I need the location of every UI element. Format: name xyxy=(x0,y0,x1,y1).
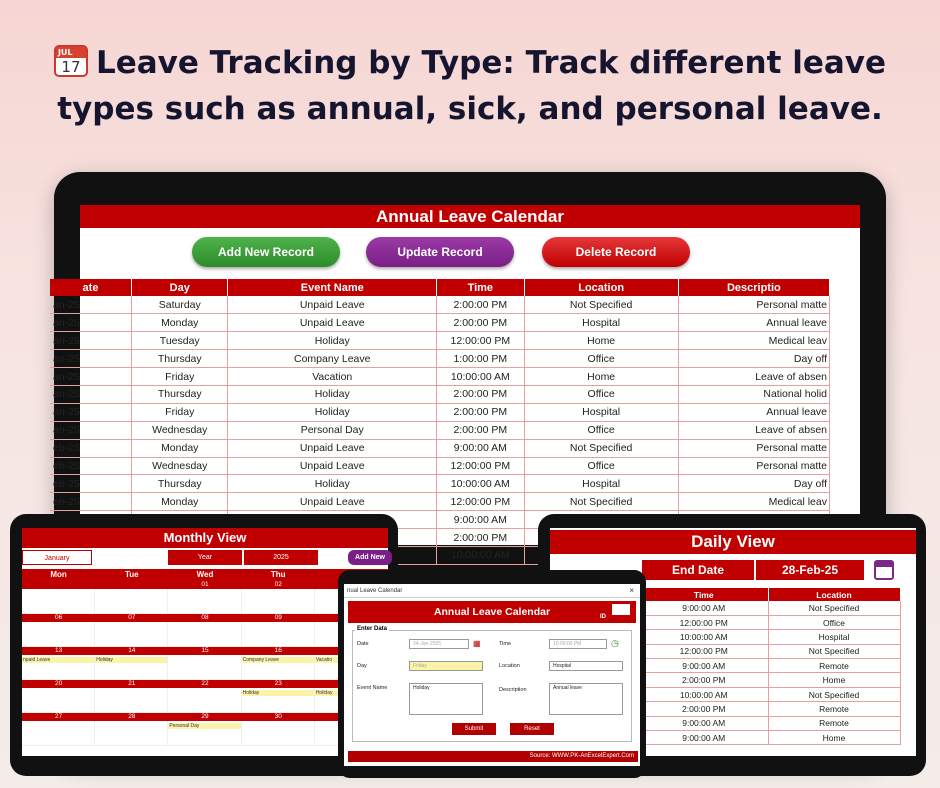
week-day-cells xyxy=(22,688,388,713)
day-cell[interactable] xyxy=(242,622,315,647)
table-cell: Leave of absen xyxy=(678,421,829,439)
day-cell[interactable] xyxy=(95,688,168,713)
table-cell: 2:00:00 PM xyxy=(437,529,525,547)
table-cell: Personal matte xyxy=(678,296,829,314)
table-row[interactable] xyxy=(640,630,900,644)
table-cell: Office xyxy=(524,385,678,403)
table-cell: 9:00:00 AM xyxy=(437,439,525,457)
table-row[interactable] xyxy=(50,475,830,493)
table-cell: Hospital xyxy=(524,403,678,421)
weekday-header: Thu xyxy=(270,570,286,579)
table-cell: 10:00:00 AM xyxy=(640,630,768,644)
daily-table xyxy=(640,588,901,745)
table-cell: Unpaid Leave xyxy=(228,296,437,314)
table-cell: Not Specified xyxy=(768,687,900,701)
table-row[interactable] xyxy=(50,368,830,386)
table-cell: Wednesday xyxy=(132,421,228,439)
form-title: Annual Leave Calendar xyxy=(433,606,551,618)
table-row[interactable] xyxy=(640,731,900,745)
calendar-week xyxy=(22,680,388,713)
table-cell: Personal matte xyxy=(678,439,829,457)
table-cell: Home xyxy=(768,673,900,687)
table-row[interactable] xyxy=(50,350,830,368)
table-cell: Day off xyxy=(678,475,829,493)
table-cell: Friday xyxy=(132,403,228,421)
table-cell: Not Specified xyxy=(768,644,900,658)
week-day-numbers xyxy=(22,647,388,655)
form-window-title: nual Leave Calendar xyxy=(347,588,403,594)
main-title: Annual Leave Calendar xyxy=(80,205,860,228)
form-footer: Source: WWW.PK-AnExcelExpert.Com xyxy=(348,751,638,762)
day-number: 07 xyxy=(128,614,136,621)
day-number xyxy=(95,581,168,589)
table-row[interactable] xyxy=(640,687,900,701)
table-cell: Thursday xyxy=(132,350,228,368)
table-cell: Tuesday xyxy=(132,332,228,350)
table-cell: Hospital xyxy=(524,314,678,332)
table-cell: Unpaid Leave xyxy=(228,314,437,332)
table-cell: Monday xyxy=(132,493,228,511)
table-cell: an-25 xyxy=(50,385,132,403)
table-cell: Unpaid Leave xyxy=(228,457,437,475)
weekday-header: Tue xyxy=(124,570,139,579)
day-number: 30 xyxy=(274,713,282,720)
day-label: Day xyxy=(357,663,367,669)
column-header[interactable]: ate xyxy=(50,279,132,296)
day-cell[interactable] xyxy=(22,721,95,746)
day-number: 29 xyxy=(201,713,209,720)
monthly-view-screen xyxy=(22,528,388,756)
table-cell: 2:00:00 PM xyxy=(437,385,525,403)
day-number: 01 xyxy=(201,581,209,588)
table-row[interactable] xyxy=(50,421,830,439)
table-cell: Medical leav xyxy=(678,493,829,511)
table-row[interactable] xyxy=(640,659,900,673)
date-label: Date xyxy=(357,641,369,647)
table-cell: eb-25 xyxy=(50,457,132,475)
headline xyxy=(40,40,900,132)
week-day-cells xyxy=(22,589,388,614)
table-row[interactable] xyxy=(640,601,900,615)
table-cell: Personal Day xyxy=(228,421,437,439)
reset-button[interactable]: Reset xyxy=(510,723,554,735)
day-cell[interactable] xyxy=(242,655,315,680)
year-label: Year xyxy=(168,550,242,565)
event-label[interactable]: Holiday xyxy=(315,690,387,696)
day-cell[interactable] xyxy=(168,688,241,713)
table-cell: Unpaid Leave xyxy=(228,439,437,457)
day-cell[interactable] xyxy=(95,721,168,746)
form-screen xyxy=(344,584,640,766)
table-cell: Home xyxy=(524,332,678,350)
day-number: 02 xyxy=(274,581,282,588)
day-cell[interactable] xyxy=(168,589,241,614)
table-cell: 9:00:00 AM xyxy=(640,716,768,730)
add-new-button[interactable]: Add New xyxy=(348,550,392,565)
calendar-week xyxy=(22,614,388,647)
table-cell: an-25 xyxy=(50,350,132,368)
table-cell: 2:00:00 PM xyxy=(437,296,525,314)
headline-line2: types such as annual, sick, and personal leave. xyxy=(57,91,883,127)
column-header[interactable]: Time xyxy=(640,588,768,601)
day-number: 22 xyxy=(201,680,209,687)
day-cell[interactable] xyxy=(22,622,95,647)
table-cell: Annual leave xyxy=(678,403,829,421)
day-number: 27 xyxy=(54,713,63,720)
table-row[interactable] xyxy=(640,615,900,629)
table-cell: Home xyxy=(524,368,678,386)
table-cell: eb-25 xyxy=(50,475,132,493)
update-record-button[interactable]: Update Record xyxy=(366,237,514,267)
day-cell[interactable] xyxy=(22,688,95,713)
form-title-bar xyxy=(348,601,636,623)
calendar-week xyxy=(22,581,388,614)
time-field[interactable]: 10:00:00 PM xyxy=(549,639,607,649)
column-header[interactable]: Time xyxy=(437,279,525,296)
description-field[interactable]: Annual leave xyxy=(549,683,623,715)
day-cell[interactable] xyxy=(242,721,315,746)
table-cell: 9:00:00 AM xyxy=(640,659,768,673)
month-select[interactable]: January xyxy=(22,550,92,565)
headline-line1: Leave Tracking by Type: Track different leave xyxy=(95,45,887,81)
table-cell: 10:00:00 AM xyxy=(437,475,525,493)
table-cell: Annual leave xyxy=(678,314,829,332)
week-day-numbers xyxy=(22,614,388,622)
table-cell: Personal matte xyxy=(678,457,829,475)
weekday-header: Mon xyxy=(50,570,67,579)
event-label[interactable]: Personal Day xyxy=(168,723,240,729)
table-cell: Wednesday xyxy=(132,457,228,475)
day-cell[interactable] xyxy=(95,589,168,614)
day-cell[interactable] xyxy=(95,655,168,680)
day-number: 13 xyxy=(54,647,63,654)
table-cell: 10:00:00 AM xyxy=(437,368,525,386)
table-cell: Leave of absen xyxy=(678,368,829,386)
table-row[interactable] xyxy=(50,332,830,350)
table-cell: Friday xyxy=(132,368,228,386)
table-cell: National holid xyxy=(678,385,829,403)
table-cell: Not Specified xyxy=(524,493,678,511)
location-field[interactable]: Hospital xyxy=(549,661,623,671)
day-number: 21 xyxy=(128,680,136,687)
day-cell[interactable] xyxy=(242,589,315,614)
day-number: 20 xyxy=(54,680,63,687)
column-header[interactable]: Descriptio xyxy=(678,279,829,296)
year-select[interactable]: 2025 xyxy=(244,550,318,565)
day-number: 08 xyxy=(201,614,209,621)
table-cell: 9:00:00 AM xyxy=(640,601,768,615)
fieldset-legend: Enter Data xyxy=(357,626,388,632)
table-cell: an-25 xyxy=(50,296,132,314)
table-cell: Office xyxy=(524,457,678,475)
day-number: 28 xyxy=(128,713,136,720)
date-field[interactable]: 24-Jan-2025 xyxy=(409,639,469,649)
day-number: 14 xyxy=(128,647,136,654)
table-cell: an-25 xyxy=(50,368,132,386)
day-number: 09 xyxy=(274,614,282,621)
table-row[interactable] xyxy=(50,296,830,314)
table-cell: Holiday xyxy=(228,385,437,403)
time-label: Time xyxy=(499,641,512,647)
day-cell[interactable] xyxy=(22,589,95,614)
day-cell[interactable] xyxy=(95,622,168,647)
column-header[interactable]: Location xyxy=(524,279,678,296)
calendar-icon: JUL 17 xyxy=(54,45,88,77)
table-cell: Not Specified xyxy=(768,601,900,615)
table-cell: Not Specified xyxy=(524,296,678,314)
day-number xyxy=(22,581,95,589)
table-cell: 2:00:00 PM xyxy=(437,314,525,332)
table-cell: Office xyxy=(768,615,900,629)
event-label[interactable]: Holiday xyxy=(95,657,167,663)
table-cell: Day off xyxy=(678,350,829,368)
table-cell: Company Leave xyxy=(228,350,437,368)
event-name-field[interactable]: Holiday xyxy=(409,683,483,715)
form-window-titlebar xyxy=(344,584,640,598)
end-date-label: End Date xyxy=(642,560,754,580)
table-row[interactable] xyxy=(50,493,830,511)
day-number: 06 xyxy=(54,614,63,621)
table-cell: 10:00:00 AM xyxy=(640,687,768,701)
table-cell: an-25 xyxy=(50,314,132,332)
table-row[interactable] xyxy=(640,644,900,658)
table-cell: an-25 xyxy=(50,403,132,421)
table-cell: 2:00:00 PM xyxy=(437,403,525,421)
daily-title: Daily View xyxy=(550,530,916,554)
table-cell: 12:00:00 PM xyxy=(437,457,525,475)
table-row[interactable] xyxy=(50,314,830,332)
month-calendar xyxy=(22,569,388,746)
table-cell: Thursday xyxy=(132,475,228,493)
calendar-picker-icon[interactable] xyxy=(874,560,894,580)
week-day-cells xyxy=(22,622,388,647)
day-field[interactable]: Friday xyxy=(409,661,483,671)
table-cell: Unpaid Leave xyxy=(228,493,437,511)
event-label[interactable]: Holiday xyxy=(242,690,314,696)
table-cell: an-25 xyxy=(50,421,132,439)
column-header[interactable]: Event Name xyxy=(228,279,437,296)
table-cell: Holiday xyxy=(228,475,437,493)
weekday-header: Wed xyxy=(196,570,214,579)
event-label[interactable]: Vacatio xyxy=(315,657,387,663)
table-cell: 12:00:00 PM xyxy=(640,615,768,629)
day-number: 16 xyxy=(274,647,282,654)
calendar-week xyxy=(22,647,388,680)
table-cell: Not Specified xyxy=(524,439,678,457)
week-day-numbers xyxy=(22,680,388,688)
table-row[interactable] xyxy=(640,702,900,716)
table-cell: Holiday xyxy=(228,403,437,421)
table-cell: Remote xyxy=(768,702,900,716)
week-day-cells xyxy=(22,655,388,680)
table-cell: Remote xyxy=(768,659,900,673)
table-cell: an-25 xyxy=(50,332,132,350)
day-cell[interactable] xyxy=(168,655,241,680)
table-cell: Thursday xyxy=(132,385,228,403)
table-row[interactable] xyxy=(640,673,900,687)
day-cell[interactable] xyxy=(22,655,95,680)
clock-icon[interactable]: ◷ xyxy=(611,638,619,648)
table-cell: 2:00:00 PM xyxy=(640,702,768,716)
table-cell: Vacation xyxy=(228,368,437,386)
table-row[interactable] xyxy=(50,403,830,421)
day-cell[interactable] xyxy=(168,721,241,746)
close-icon[interactable]: × xyxy=(629,586,634,595)
table-cell: Medical leav xyxy=(678,332,829,350)
submit-button[interactable]: Submit xyxy=(452,723,496,735)
id-field[interactable] xyxy=(612,604,630,615)
table-cell: Home xyxy=(768,731,900,745)
table-cell: Office xyxy=(524,350,678,368)
table-cell: Office xyxy=(524,421,678,439)
delete-record-button[interactable]: Delete Record xyxy=(542,237,690,267)
table-cell: 12:00:00 PM xyxy=(640,644,768,658)
table-cell: Hospital xyxy=(524,475,678,493)
monthly-title: Monthly View xyxy=(22,528,388,548)
table-row[interactable] xyxy=(640,716,900,730)
table-cell: 12:00:00 PM xyxy=(437,332,525,350)
event-label[interactable]: Company Leave xyxy=(242,657,314,663)
add-new-record-button[interactable]: Add New Record xyxy=(192,237,340,267)
day-number: 15 xyxy=(201,647,209,654)
week-day-numbers xyxy=(22,713,388,721)
table-cell: 9:00:00 AM xyxy=(640,731,768,745)
table-cell: 2:00:00 PM xyxy=(640,673,768,687)
date-picker-icon[interactable]: ▦ xyxy=(473,639,481,648)
table-cell: Holiday xyxy=(228,332,437,350)
day-number: 23 xyxy=(274,680,282,687)
column-header[interactable]: Day xyxy=(132,279,228,296)
location-label: Location xyxy=(499,663,520,669)
table-cell: Hospital xyxy=(768,630,900,644)
table-row[interactable] xyxy=(50,385,830,403)
event-name-label: Event Name xyxy=(357,685,388,691)
table-row[interactable] xyxy=(50,457,830,475)
table-cell: eb-25 xyxy=(50,439,132,457)
table-cell: 9:00:00 AM xyxy=(437,511,525,529)
table-cell: eb-25 xyxy=(50,493,132,511)
table-cell: Monday xyxy=(132,439,228,457)
column-header[interactable]: Location xyxy=(768,588,900,601)
week-day-cells xyxy=(22,721,388,746)
calendar-week xyxy=(22,713,388,746)
table-cell: Remote xyxy=(768,716,900,730)
table-cell: 1:00:00 PM xyxy=(437,350,525,368)
table-cell: 2:00:00 PM xyxy=(437,421,525,439)
description-label: Description xyxy=(499,687,527,693)
table-cell: 12:00:00 PM xyxy=(437,493,525,511)
table-row[interactable] xyxy=(50,439,830,457)
table-cell: Monday xyxy=(132,314,228,332)
week-day-numbers xyxy=(22,581,388,589)
event-label[interactable]: npaid Leave xyxy=(22,657,94,663)
day-cell[interactable] xyxy=(168,622,241,647)
table-cell: Saturday xyxy=(132,296,228,314)
day-cell[interactable] xyxy=(242,688,315,713)
table-cell: 10:00:00 AM xyxy=(437,546,525,564)
end-date-value[interactable]: 28-Feb-25 xyxy=(756,560,864,580)
id-label: ID xyxy=(600,614,606,620)
